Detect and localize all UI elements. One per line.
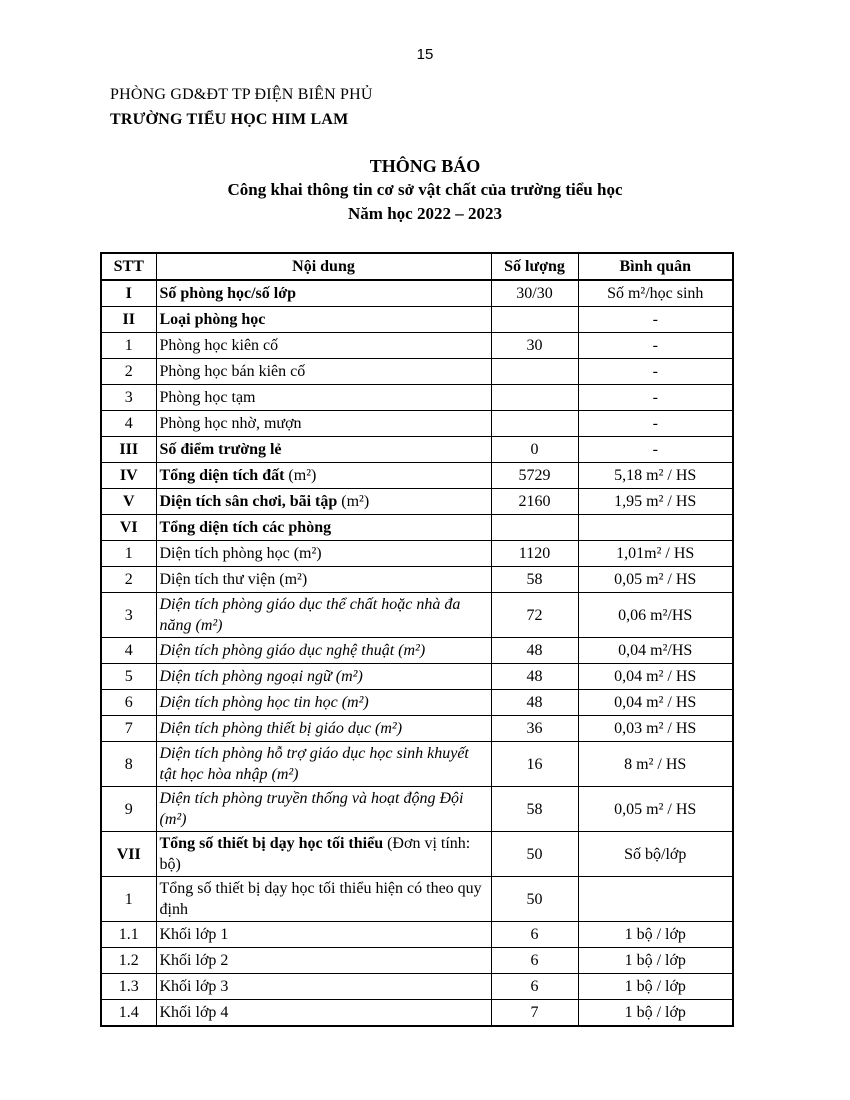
- row-label: [156, 280, 491, 307]
- row-label: [156, 787, 491, 832]
- row-label: [156, 742, 491, 787]
- row-label-text: Diện tích phòng giáo dục nghệ thuật (m²): [159, 642, 426, 659]
- table-row: [101, 359, 733, 385]
- row-label: [156, 877, 491, 922]
- row-label-text: Diện tích phòng học (m²): [159, 545, 322, 562]
- table-row: [101, 1000, 733, 1027]
- row-average: 0,04 m²/HS: [578, 638, 733, 664]
- table-row: [101, 716, 733, 742]
- row-label-text: Số phòng học/số lớp: [159, 285, 296, 302]
- row-stt: VII: [101, 832, 156, 877]
- school-name: TRƯỜNG TIỂU HỌC HIM LAM: [110, 111, 349, 128]
- row-stt: 4: [101, 411, 156, 437]
- row-stt: 3: [101, 385, 156, 411]
- notice-title-block: [0, 154, 850, 226]
- row-stt: 2: [101, 567, 156, 593]
- table-row: [101, 638, 733, 664]
- row-label: [156, 690, 491, 716]
- table-row: [101, 463, 733, 489]
- table-row: [101, 593, 733, 638]
- row-label-text: Khối lớp 1: [159, 926, 229, 943]
- school-year: Năm học 2022 – 2023: [348, 204, 502, 223]
- col-header-binh-quan: Bình quân: [578, 253, 733, 280]
- row-label-text: Tổng diện tích các phòng: [159, 519, 332, 536]
- row-stt: 1: [101, 877, 156, 922]
- row-label: [156, 1000, 491, 1027]
- table-row: [101, 307, 733, 333]
- row-stt: 4: [101, 638, 156, 664]
- org-header: [110, 82, 373, 132]
- row-label: [156, 437, 491, 463]
- row-label: [156, 567, 491, 593]
- row-label-text: Diện tích sân chơi, bãi tập: [159, 493, 338, 510]
- row-label-text: Tổng số thiết bị dạy học tối thiểu: [159, 835, 384, 852]
- table-row: [101, 877, 733, 922]
- row-label-text: Diện tích phòng hỗ trợ giáo dục học sinh khuyết tật học hòa nhập (m²): [159, 745, 469, 783]
- table-row: [101, 664, 733, 690]
- row-label-text: Phòng học kiên cố: [159, 337, 279, 354]
- row-quantity: 58: [491, 787, 578, 832]
- row-label: [156, 541, 491, 567]
- row-average: Số m²/học sinh: [578, 280, 733, 307]
- row-average: -: [578, 307, 733, 333]
- row-stt: 1.3: [101, 974, 156, 1000]
- row-label-suffix: (m²): [284, 467, 317, 484]
- row-stt: 1: [101, 333, 156, 359]
- notice-title: THÔNG BÁO: [369, 156, 481, 176]
- row-quantity: 5729: [491, 463, 578, 489]
- table-row: [101, 541, 733, 567]
- table-row: [101, 948, 733, 974]
- row-quantity: 30/30: [491, 280, 578, 307]
- table-row: [101, 411, 733, 437]
- row-quantity: [491, 515, 578, 541]
- row-quantity: 6: [491, 922, 578, 948]
- row-quantity: 6: [491, 948, 578, 974]
- table-header-row: [101, 253, 733, 280]
- row-average: [578, 877, 733, 922]
- row-label-text: Khối lớp 3: [159, 978, 229, 995]
- row-average: 0,05 m² / HS: [578, 567, 733, 593]
- row-average: -: [578, 359, 733, 385]
- notice-subtitle: Công khai thông tin cơ sở vật chất của trường tiểu học: [227, 180, 623, 199]
- department-name: PHÒNG GD&ĐT TP ĐIỆN BIÊN PHỦ: [110, 86, 373, 103]
- row-label-text: Diện tích phòng học tin học (m²): [159, 694, 369, 711]
- row-label-text: Phòng học tạm: [159, 389, 256, 406]
- row-label: [156, 411, 491, 437]
- row-stt: I: [101, 280, 156, 307]
- table-row: [101, 515, 733, 541]
- row-average: 1 bộ / lớp: [578, 922, 733, 948]
- row-quantity: 6: [491, 974, 578, 1000]
- row-label: [156, 333, 491, 359]
- row-quantity: 50: [491, 832, 578, 877]
- table-row: [101, 832, 733, 877]
- row-label: [156, 638, 491, 664]
- row-average: 1 bộ / lớp: [578, 974, 733, 1000]
- row-label: [156, 716, 491, 742]
- col-header-noi-dung: Nội dung: [156, 253, 491, 280]
- row-label-text: Loại phòng học: [159, 311, 266, 328]
- row-average: 0,04 m² / HS: [578, 690, 733, 716]
- row-stt: 2: [101, 359, 156, 385]
- row-quantity: 48: [491, 664, 578, 690]
- table-row: [101, 690, 733, 716]
- row-stt: V: [101, 489, 156, 515]
- row-stt: 5: [101, 664, 156, 690]
- row-stt: 1.1: [101, 922, 156, 948]
- col-header-so-luong: Số lượng: [491, 253, 578, 280]
- table-row: [101, 742, 733, 787]
- row-stt: 3: [101, 593, 156, 638]
- row-quantity: 7: [491, 1000, 578, 1027]
- row-label-text: Diện tích phòng ngoại ngữ (m²): [159, 668, 363, 685]
- facilities-table: [100, 252, 734, 1027]
- row-label: [156, 307, 491, 333]
- row-average: Số bộ/lớp: [578, 832, 733, 877]
- row-quantity: 2160: [491, 489, 578, 515]
- row-stt: IV: [101, 463, 156, 489]
- row-label-text: Phòng học bán kiên cố: [159, 363, 306, 380]
- row-stt: III: [101, 437, 156, 463]
- row-quantity: 50: [491, 877, 578, 922]
- table-row: [101, 280, 733, 307]
- table-row: [101, 922, 733, 948]
- row-average: -: [578, 385, 733, 411]
- row-quantity: 36: [491, 716, 578, 742]
- row-label: [156, 359, 491, 385]
- row-quantity: 48: [491, 638, 578, 664]
- row-stt: 1.4: [101, 1000, 156, 1027]
- row-quantity: [491, 307, 578, 333]
- row-quantity: 72: [491, 593, 578, 638]
- row-quantity: [491, 385, 578, 411]
- row-average: 1 bộ / lớp: [578, 948, 733, 974]
- row-quantity: [491, 411, 578, 437]
- row-label-text: Khối lớp 4: [159, 1004, 229, 1021]
- row-quantity: [491, 359, 578, 385]
- row-label-text: Diện tích phòng truyền thống và hoạt động Đội (m²): [159, 790, 464, 828]
- row-average: 1,01m² / HS: [578, 541, 733, 567]
- row-label-text: Tổng diện tích đất: [159, 467, 285, 484]
- table-row: [101, 489, 733, 515]
- table-row: [101, 385, 733, 411]
- row-label-text: Phòng học nhờ, mượn: [159, 415, 302, 432]
- row-quantity: 1120: [491, 541, 578, 567]
- row-stt: 1.2: [101, 948, 156, 974]
- row-label-text: Diện tích thư viện (m²): [159, 571, 308, 588]
- page-number: 15: [416, 46, 434, 63]
- row-label: [156, 385, 491, 411]
- row-average: -: [578, 437, 733, 463]
- row-average: 0,04 m² / HS: [578, 664, 733, 690]
- row-label-text: Diện tích phòng giáo dục thể chất hoặc nhà đa năng (m²): [159, 596, 461, 634]
- row-stt: 9: [101, 787, 156, 832]
- row-label: [156, 922, 491, 948]
- row-label-suffix: (Đơn vị tính: bộ): [159, 835, 471, 873]
- table-row: [101, 974, 733, 1000]
- row-label-text: Diện tích phòng thiết bị giáo dục (m²): [159, 720, 403, 737]
- table-row: [101, 437, 733, 463]
- row-average: -: [578, 333, 733, 359]
- row-quantity: 58: [491, 567, 578, 593]
- row-quantity: 16: [491, 742, 578, 787]
- row-average: 1 bộ / lớp: [578, 1000, 733, 1027]
- row-average: 0,06 m²/HS: [578, 593, 733, 638]
- row-stt: VI: [101, 515, 156, 541]
- row-label-text: Số điểm trường lẻ: [159, 441, 282, 458]
- row-label-text: Khối lớp 2: [159, 952, 229, 969]
- row-stt: 6: [101, 690, 156, 716]
- row-average: 8 m² / HS: [578, 742, 733, 787]
- row-average: 1,95 m² / HS: [578, 489, 733, 515]
- row-stt: II: [101, 307, 156, 333]
- row-quantity: 48: [491, 690, 578, 716]
- row-label: [156, 832, 491, 877]
- row-label: [156, 463, 491, 489]
- row-label-text: Tổng số thiết bị dạy học tối thiểu hiện có theo quy định: [159, 880, 482, 918]
- row-label: [156, 974, 491, 1000]
- row-stt: 7: [101, 716, 156, 742]
- row-label: [156, 489, 491, 515]
- row-label: [156, 948, 491, 974]
- row-quantity: 0: [491, 437, 578, 463]
- row-average: 5,18 m² / HS: [578, 463, 733, 489]
- row-label: [156, 593, 491, 638]
- row-label: [156, 515, 491, 541]
- table-row: [101, 787, 733, 832]
- row-stt: 8: [101, 742, 156, 787]
- row-label-suffix: (m²): [337, 493, 370, 510]
- row-label: [156, 664, 491, 690]
- row-average: 0,05 m² / HS: [578, 787, 733, 832]
- table-body: [101, 280, 733, 1026]
- row-average: [578, 515, 733, 541]
- row-average: 0,03 m² / HS: [578, 716, 733, 742]
- table-row: [101, 567, 733, 593]
- row-average: -: [578, 411, 733, 437]
- row-quantity: 30: [491, 333, 578, 359]
- table-row: [101, 333, 733, 359]
- row-stt: 1: [101, 541, 156, 567]
- col-header-stt: STT: [101, 253, 156, 280]
